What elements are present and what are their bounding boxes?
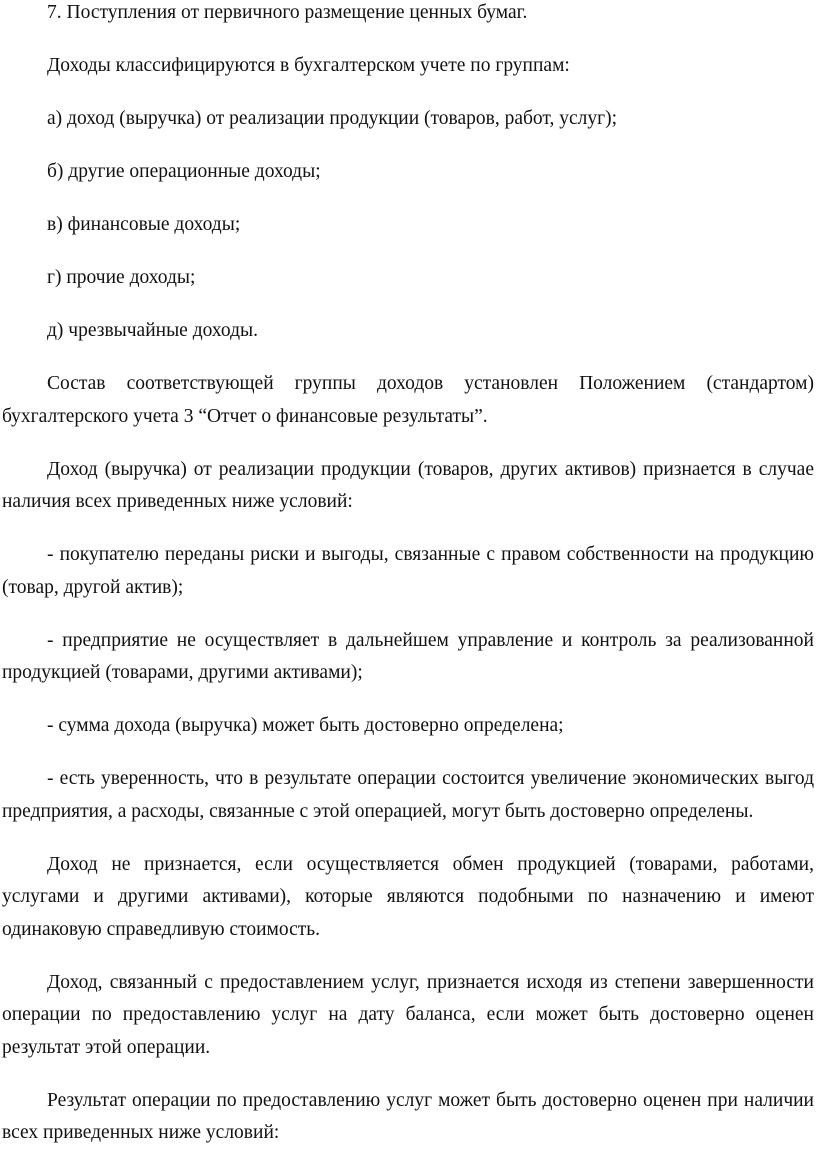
list-item-v: в) финансовые доходы; bbox=[47, 214, 241, 235]
paragraph-income-classification: Доходы классифицируются в бухгалтерском учете по группам: bbox=[47, 55, 570, 76]
list-item-b: б) другие операционные доходы; bbox=[47, 161, 321, 182]
paragraph-services-result: Результат операции по предоставлению услуг может быть достоверно оценен при наличии всех приведенных ниже условий: bbox=[2, 1089, 814, 1143]
list-item-d: д) чрезвычайные доходы. bbox=[47, 320, 258, 341]
paragraph-item-7: 7. Поступления от первичного размещение ценных бумаг. bbox=[47, 2, 528, 23]
condition-economic-benefit: - есть уверенность, что в результате операции состоится увеличение экономических выгод предприятия, а расходы, связанные с этой операцией, могут быть достоверно определены. bbox=[2, 768, 814, 822]
paragraph-services-income: Доход, связанный с предоставлением услуг, признается исходя из степени завершенности операции по предоставлению услуг на дату баланса, если может быть достоверно оценен результат этой операции. bbox=[2, 971, 814, 1058]
paragraph-exchange-not-recognized: Доход не признается, если осуществляется обмен продукцией (товарами, работами, услугами и другими активами), которые являются подобными по назначению и имеют одинаковую справедливую стоимость. bbox=[2, 853, 814, 940]
condition-risks-transfer: - покупателю переданы риски и выгоды, связанные с правом собственности на продукцию (товар, другой актив); bbox=[2, 544, 814, 598]
condition-amount-measurable: - сумма дохода (выручка) может быть достоверно определена; bbox=[47, 715, 564, 736]
paragraph-composition: Состав соответствующей группы доходов установлен Положением (стандартом) бухгалтерского учета 3 “Отчет о финансовые результаты”. bbox=[2, 373, 814, 427]
paragraph-revenue-recognition: Доход (выручка) от реализации продукции (товаров, других активов) признается в случае наличия всех приведенных ниже условий: bbox=[2, 458, 814, 512]
list-item-a: а) доход (выручка) от реализации продукции (товаров, работ, услуг); bbox=[47, 108, 618, 129]
condition-no-control: - предприятие не осуществляет в дальнейшем управление и контроль за реализованной продукцией (товарами, другими активами); bbox=[2, 629, 814, 683]
list-item-g: г) прочие доходы; bbox=[47, 267, 196, 288]
